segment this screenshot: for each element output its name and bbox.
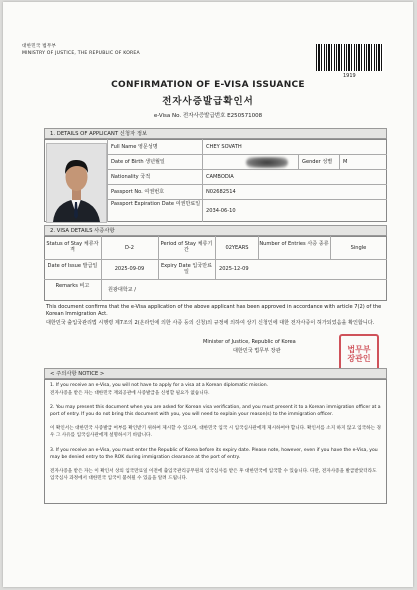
notice-1-ko: 전자사증을 받은 자는 대한민국 재외공관에 사증발급을 신청할 필요가 없습니다. <box>50 391 210 396</box>
barcode <box>316 44 384 71</box>
expiry-value: 2025-12-09 <box>219 266 249 272</box>
period-value: 02YEARS <box>225 245 249 251</box>
ministry-name-en: MINISTRY OF JUSTICE, THE REPUBLIC OF KOREA <box>22 51 140 56</box>
status-label: Status of Stay 체류자격 <box>46 241 99 254</box>
notice-3-ko: 전자사증을 받은 자는 이 확인서 상의 입국만료일 이전에 출입국관리공무원의 입국심사를 받은 후 대한민국에 입국할 수 있습니다. 다만, 전자사증을 발급받았더라도 입국심사 과정에서 대한민국 입국이 불허될 수 있음을 알려 드립니다. <box>50 469 377 481</box>
notice-2-ko: 이 확인서는 대한민국 사증발급 여부를 확인받기 위하여 제시할 수 있으며, 대한민국 입국 시 입국심사관에게 제시하여야 합니다. 확인서를 소지 하지 않고 입국하는 경우 그 사유를 입국심사관에게 설명하시기 바랍니다. <box>50 426 381 438</box>
evisa-number: e-Visa No. 전자사증발급번호 E250571008 <box>153 113 263 119</box>
expiry-label: Expiry Date 입국만료일 <box>160 263 213 276</box>
seal-text: 법무부 장관인 <box>347 345 371 363</box>
issue-label: Date of Issue 발급일 <box>47 263 98 269</box>
gender-label: Gender 성별 <box>302 159 333 165</box>
notice-2-en: 2. You may present this document when you are asked for Korean visa verification, and you must present it to a Korean immigration officer at a port of entry. If you do not bring this document with you, you will need to explain your reason(s) to the immigration officer. <box>50 405 381 417</box>
passport-exp-label: Passport Expiration Date 여권만료일 <box>111 201 201 207</box>
confirmation-text-en: This document confirms that the e-Visa application of the above applicant has been approved in accordance with article 7(2) of the Korean Immigration Act. <box>46 304 382 317</box>
nationality-label: Nationality 국적 <box>111 174 151 180</box>
document-title-ko: 전자사증발급확인서 <box>162 96 254 107</box>
full-name-value: CHEY SOVATH <box>206 144 242 150</box>
passport-no-value: N02682514 <box>206 189 236 195</box>
issue-value: 2025-09-09 <box>114 266 145 272</box>
notice-1-en: 1. If you receive an e-Visa, you will not have to apply for a visa at a Korean diplomatic mission. <box>50 383 269 388</box>
full-name-label: Full Name 영문성명 <box>111 144 158 150</box>
signer-en: Minister of Justice, Republic of Korea <box>203 339 296 345</box>
barcode-number: 1919 <box>343 73 356 79</box>
entries-label: Number of Entries 사증 종류 <box>259 241 329 247</box>
passport-no-label: Passport No. 여권번호 <box>111 189 165 195</box>
period-label: Period of Stay 체류기간 <box>160 241 213 254</box>
notice-3-en: 3. If you receive an e-Visa, you must enter the Republic of Korea before its expiry date. Please note, however, even if you have the e-Visa, you may be denied entry to the ROK during immigration clearance at the port of entry. <box>50 448 378 460</box>
document-title-en: CONFIRMATION OF E-VISA ISSUANCE <box>111 80 305 90</box>
signer-ko: 대한민국 법무부 장관 <box>233 348 281 354</box>
status-value: D-2 <box>124 245 134 251</box>
ministry-header <box>22 43 140 57</box>
notice-box <box>44 379 387 504</box>
ministry-name-ko: 대한민국 법무부 <box>22 44 57 49</box>
notice-heading: < 주의사항 NOTICE > <box>44 368 387 379</box>
passport-exp-value: 2034-06-10 <box>206 208 236 214</box>
gender-value: M <box>343 159 348 165</box>
entries-value: Single <box>350 245 367 251</box>
redacted-dob <box>246 157 288 168</box>
document-page <box>3 2 413 587</box>
dob-label: Date of Birth 생년월일 <box>111 159 165 165</box>
confirmation-text-ko: 대한민국 출입국관리법 시행령 제7조의 2(온라인에 의한 사증 등의 신청)의 규정에 의하여 상기 신청인에 대한 전자사증이 허가되었음을 확인합니다. <box>46 320 375 326</box>
section-visa-heading: 2. VISA DETAILS 사증사항 <box>44 225 387 236</box>
nationality-value: CAMBODIA <box>206 174 234 180</box>
remarks-value: 원광대학교 / <box>108 287 136 293</box>
applicant-photo <box>46 143 107 223</box>
remarks-label: Remarks 비고 <box>55 283 90 289</box>
section-applicant-heading: 1. DETAILS OF APPLICANT 신청자 정보 <box>44 128 387 139</box>
